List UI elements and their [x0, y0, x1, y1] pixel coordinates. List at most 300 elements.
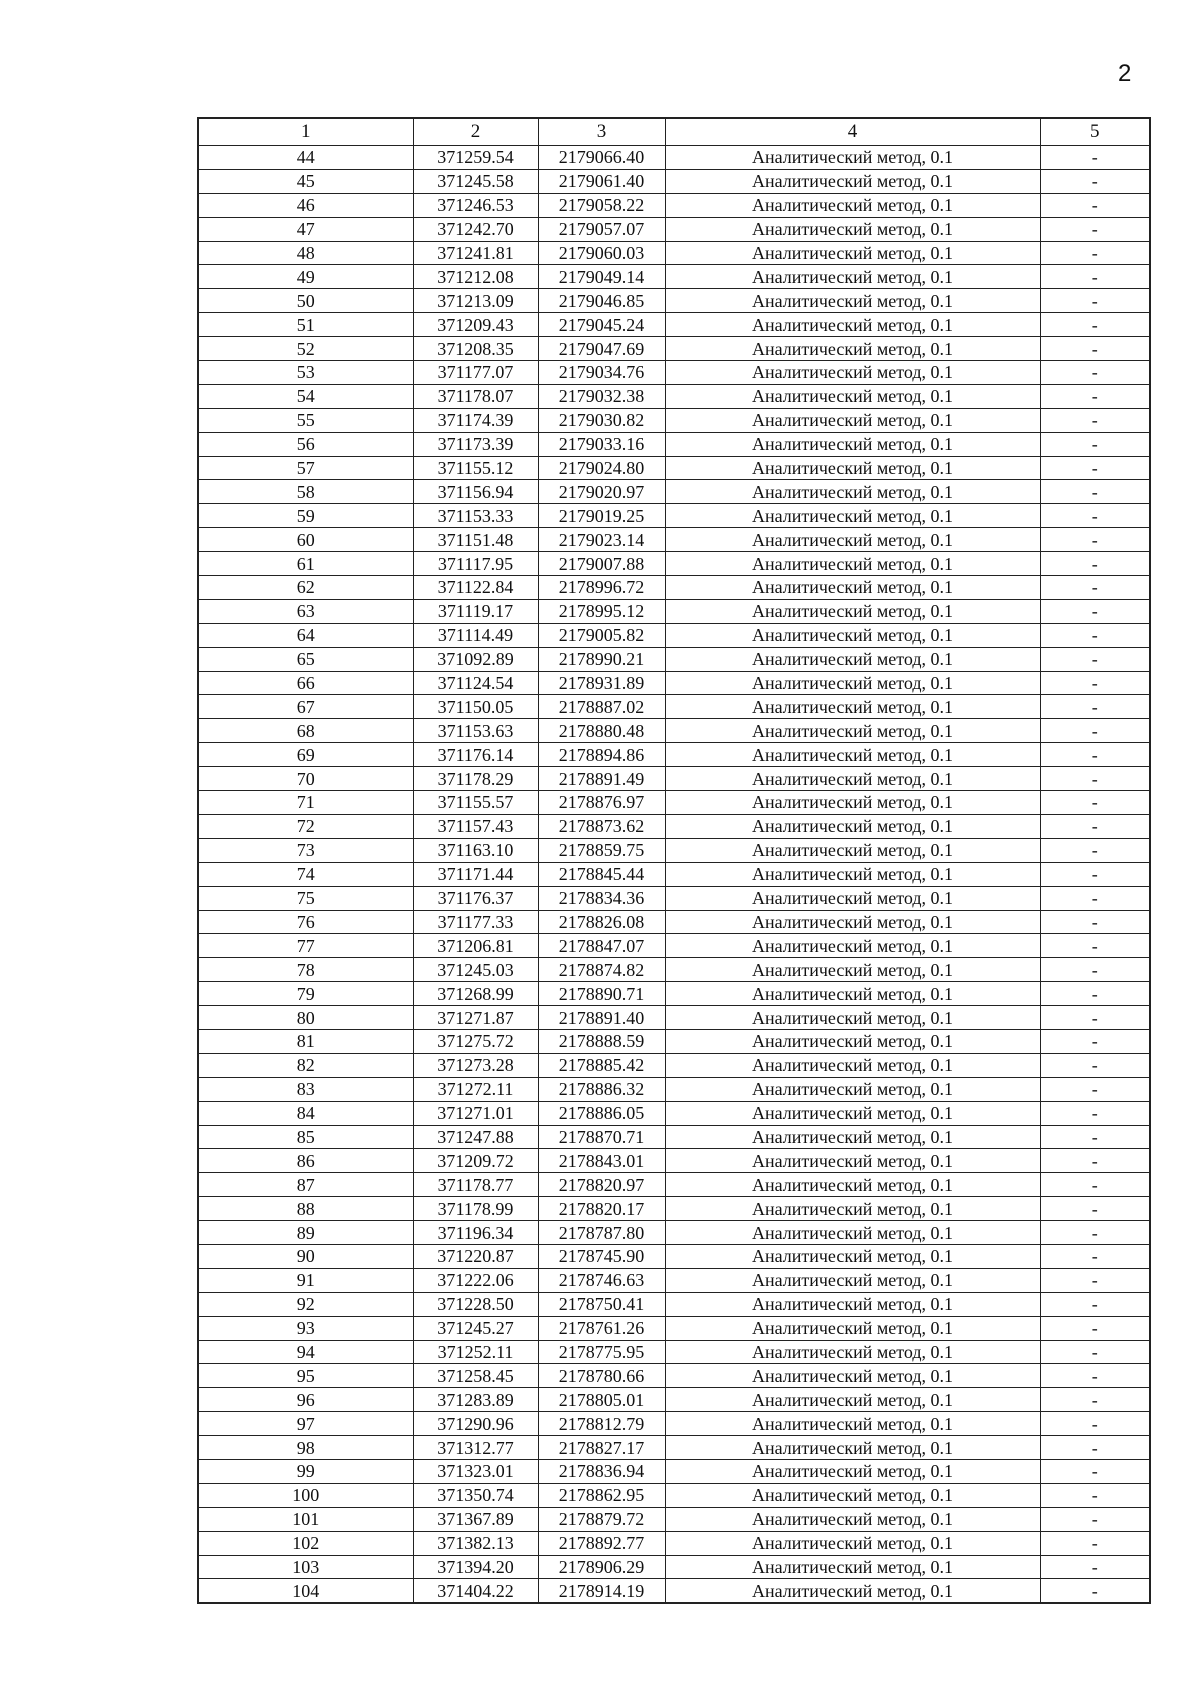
y-coordinate-cell: 2179057.07	[538, 217, 665, 241]
y-coordinate-cell: 2178874.82	[538, 958, 665, 982]
point-number-cell: 81	[198, 1029, 413, 1053]
column-header-1: 1	[198, 118, 413, 146]
table-row	[198, 1412, 1150, 1436]
point-number-cell: 62	[198, 576, 413, 600]
y-coordinate-cell: 2179060.03	[538, 241, 665, 265]
y-coordinate-cell: 2178750.41	[538, 1292, 665, 1316]
y-coordinate-cell: 2178780.66	[538, 1364, 665, 1388]
point-number-cell: 46	[198, 193, 413, 217]
method-accuracy-cell: Аналитический метод, 0.1	[665, 743, 1040, 767]
method-accuracy-cell: Аналитический метод, 0.1	[665, 480, 1040, 504]
point-number-cell: 88	[198, 1197, 413, 1221]
table-row	[198, 265, 1150, 289]
y-coordinate-cell: 2178827.17	[538, 1436, 665, 1460]
y-coordinate-cell: 2178820.97	[538, 1173, 665, 1197]
method-accuracy-cell: Аналитический метод, 0.1	[665, 1006, 1040, 1030]
point-number-cell: 57	[198, 456, 413, 480]
y-coordinate-cell: 2178996.72	[538, 576, 665, 600]
y-coordinate-cell: 2178886.05	[538, 1101, 665, 1125]
method-accuracy-cell: Аналитический метод, 0.1	[665, 169, 1040, 193]
note-cell: -	[1040, 886, 1150, 910]
y-coordinate-cell: 2178826.08	[538, 910, 665, 934]
y-coordinate-cell: 2178843.01	[538, 1149, 665, 1173]
y-coordinate-cell: 2179047.69	[538, 337, 665, 361]
point-number-cell: 83	[198, 1077, 413, 1101]
y-coordinate-cell: 2179046.85	[538, 289, 665, 313]
x-coordinate-cell: 371271.01	[413, 1101, 538, 1125]
method-accuracy-cell: Аналитический метод, 0.1	[665, 862, 1040, 886]
table-row	[198, 1316, 1150, 1340]
table-row	[198, 146, 1150, 170]
y-coordinate-cell: 2179058.22	[538, 193, 665, 217]
y-coordinate-cell: 2178880.48	[538, 719, 665, 743]
x-coordinate-cell: 371209.43	[413, 313, 538, 337]
note-cell: -	[1040, 623, 1150, 647]
table-row	[198, 647, 1150, 671]
table-row	[198, 313, 1150, 337]
x-coordinate-cell: 371153.63	[413, 719, 538, 743]
point-number-cell: 92	[198, 1292, 413, 1316]
x-coordinate-cell: 371273.28	[413, 1053, 538, 1077]
x-coordinate-cell: 371259.54	[413, 146, 538, 170]
table-row	[198, 1197, 1150, 1221]
table-row	[198, 767, 1150, 791]
x-coordinate-cell: 371117.95	[413, 552, 538, 576]
note-cell: -	[1040, 432, 1150, 456]
table-row	[198, 1244, 1150, 1268]
y-coordinate-cell: 2178887.02	[538, 695, 665, 719]
table-body	[198, 118, 1150, 1603]
note-cell: -	[1040, 1029, 1150, 1053]
method-accuracy-cell: Аналитический метод, 0.1	[665, 1388, 1040, 1412]
point-number-cell: 94	[198, 1340, 413, 1364]
y-coordinate-cell: 2179007.88	[538, 552, 665, 576]
table-row	[198, 1507, 1150, 1531]
x-coordinate-cell: 371382.13	[413, 1531, 538, 1555]
x-coordinate-cell: 371272.11	[413, 1077, 538, 1101]
x-coordinate-cell: 371323.01	[413, 1459, 538, 1483]
note-cell: -	[1040, 1053, 1150, 1077]
point-number-cell: 58	[198, 480, 413, 504]
table-row	[198, 623, 1150, 647]
y-coordinate-cell: 2178891.40	[538, 1006, 665, 1030]
note-cell: -	[1040, 695, 1150, 719]
method-accuracy-cell: Аналитический метод, 0.1	[665, 1340, 1040, 1364]
note-cell: -	[1040, 1173, 1150, 1197]
x-coordinate-cell: 371212.08	[413, 265, 538, 289]
point-number-cell: 65	[198, 647, 413, 671]
method-accuracy-cell: Аналитический метод, 0.1	[665, 1316, 1040, 1340]
method-accuracy-cell: Аналитический метод, 0.1	[665, 671, 1040, 695]
note-cell: -	[1040, 1459, 1150, 1483]
point-number-cell: 86	[198, 1149, 413, 1173]
table-row	[198, 1029, 1150, 1053]
x-coordinate-cell: 371222.06	[413, 1268, 538, 1292]
method-accuracy-cell: Аналитический метод, 0.1	[665, 313, 1040, 337]
point-number-cell: 102	[198, 1531, 413, 1555]
method-accuracy-cell: Аналитический метод, 0.1	[665, 456, 1040, 480]
table-row	[198, 934, 1150, 958]
table-row	[198, 1388, 1150, 1412]
point-number-cell: 104	[198, 1579, 413, 1603]
note-cell: -	[1040, 838, 1150, 862]
point-number-cell: 97	[198, 1412, 413, 1436]
point-number-cell: 72	[198, 814, 413, 838]
x-coordinate-cell: 371122.84	[413, 576, 538, 600]
method-accuracy-cell: Аналитический метод, 0.1	[665, 1459, 1040, 1483]
table-row	[198, 384, 1150, 408]
note-cell: -	[1040, 1125, 1150, 1149]
table-row	[198, 1364, 1150, 1388]
note-cell: -	[1040, 169, 1150, 193]
note-cell: -	[1040, 1292, 1150, 1316]
note-cell: -	[1040, 1555, 1150, 1579]
table-row	[198, 504, 1150, 528]
x-coordinate-cell: 371275.72	[413, 1029, 538, 1053]
method-accuracy-cell: Аналитический метод, 0.1	[665, 1531, 1040, 1555]
note-cell: -	[1040, 313, 1150, 337]
method-accuracy-cell: Аналитический метод, 0.1	[665, 193, 1040, 217]
note-cell: -	[1040, 1197, 1150, 1221]
method-accuracy-cell: Аналитический метод, 0.1	[665, 934, 1040, 958]
table-row	[198, 1006, 1150, 1030]
point-number-cell: 75	[198, 886, 413, 910]
note-cell: -	[1040, 982, 1150, 1006]
y-coordinate-cell: 2178886.32	[538, 1077, 665, 1101]
point-number-cell: 63	[198, 599, 413, 623]
x-coordinate-cell: 371155.12	[413, 456, 538, 480]
method-accuracy-cell: Аналитический метод, 0.1	[665, 552, 1040, 576]
method-accuracy-cell: Аналитический метод, 0.1	[665, 958, 1040, 982]
method-accuracy-cell: Аналитический метод, 0.1	[665, 408, 1040, 432]
table-row	[198, 337, 1150, 361]
note-cell: -	[1040, 767, 1150, 791]
point-number-cell: 78	[198, 958, 413, 982]
x-coordinate-cell: 371252.11	[413, 1340, 538, 1364]
y-coordinate-cell: 2178876.97	[538, 791, 665, 815]
method-accuracy-cell: Аналитический метод, 0.1	[665, 838, 1040, 862]
method-accuracy-cell: Аналитический метод, 0.1	[665, 719, 1040, 743]
point-number-cell: 101	[198, 1507, 413, 1531]
method-accuracy-cell: Аналитический метод, 0.1	[665, 814, 1040, 838]
note-cell: -	[1040, 552, 1150, 576]
x-coordinate-cell: 371176.37	[413, 886, 538, 910]
method-accuracy-cell: Аналитический метод, 0.1	[665, 1244, 1040, 1268]
x-coordinate-cell: 371228.50	[413, 1292, 538, 1316]
y-coordinate-cell: 2179049.14	[538, 265, 665, 289]
y-coordinate-cell: 2178990.21	[538, 647, 665, 671]
y-coordinate-cell: 2178845.44	[538, 862, 665, 886]
x-coordinate-cell: 371271.87	[413, 1006, 538, 1030]
x-coordinate-cell: 371242.70	[413, 217, 538, 241]
y-coordinate-cell: 2178746.63	[538, 1268, 665, 1292]
x-coordinate-cell: 371404.22	[413, 1579, 538, 1603]
point-number-cell: 99	[198, 1459, 413, 1483]
point-number-cell: 61	[198, 552, 413, 576]
x-coordinate-cell: 371156.94	[413, 480, 538, 504]
point-number-cell: 68	[198, 719, 413, 743]
table-row	[198, 217, 1150, 241]
y-coordinate-cell: 2178888.59	[538, 1029, 665, 1053]
y-coordinate-cell: 2178891.49	[538, 767, 665, 791]
x-coordinate-cell: 371124.54	[413, 671, 538, 695]
point-number-cell: 51	[198, 313, 413, 337]
point-number-cell: 100	[198, 1483, 413, 1507]
method-accuracy-cell: Аналитический метод, 0.1	[665, 241, 1040, 265]
table-row	[198, 1436, 1150, 1460]
method-accuracy-cell: Аналитический метод, 0.1	[665, 982, 1040, 1006]
table-row	[198, 289, 1150, 313]
point-number-cell: 54	[198, 384, 413, 408]
method-accuracy-cell: Аналитический метод, 0.1	[665, 1507, 1040, 1531]
y-coordinate-cell: 2178873.62	[538, 814, 665, 838]
note-cell: -	[1040, 1436, 1150, 1460]
method-accuracy-cell: Аналитический метод, 0.1	[665, 432, 1040, 456]
y-coordinate-cell: 2179023.14	[538, 528, 665, 552]
method-accuracy-cell: Аналитический метод, 0.1	[665, 576, 1040, 600]
y-coordinate-cell: 2178995.12	[538, 599, 665, 623]
table-row	[198, 169, 1150, 193]
table-row	[198, 241, 1150, 265]
table-row	[198, 1292, 1150, 1316]
y-coordinate-cell: 2178914.19	[538, 1579, 665, 1603]
y-coordinate-cell: 2178847.07	[538, 934, 665, 958]
x-coordinate-cell: 371150.05	[413, 695, 538, 719]
x-coordinate-cell: 371171.44	[413, 862, 538, 886]
point-number-cell: 52	[198, 337, 413, 361]
point-number-cell: 85	[198, 1125, 413, 1149]
x-coordinate-cell: 371173.39	[413, 432, 538, 456]
point-number-cell: 69	[198, 743, 413, 767]
point-number-cell: 98	[198, 1436, 413, 1460]
method-accuracy-cell: Аналитический метод, 0.1	[665, 217, 1040, 241]
note-cell: -	[1040, 743, 1150, 767]
note-cell: -	[1040, 241, 1150, 265]
table-row	[198, 1173, 1150, 1197]
point-number-cell: 73	[198, 838, 413, 862]
note-cell: -	[1040, 146, 1150, 170]
method-accuracy-cell: Аналитический метод, 0.1	[665, 599, 1040, 623]
x-coordinate-cell: 371213.09	[413, 289, 538, 313]
method-accuracy-cell: Аналитический метод, 0.1	[665, 1555, 1040, 1579]
note-cell: -	[1040, 1507, 1150, 1531]
x-coordinate-cell: 371178.99	[413, 1197, 538, 1221]
y-coordinate-cell: 2178787.80	[538, 1221, 665, 1245]
method-accuracy-cell: Аналитический метод, 0.1	[665, 1364, 1040, 1388]
note-cell: -	[1040, 1364, 1150, 1388]
point-number-cell: 96	[198, 1388, 413, 1412]
table-row	[198, 528, 1150, 552]
x-coordinate-cell: 371245.58	[413, 169, 538, 193]
x-coordinate-cell: 371178.77	[413, 1173, 538, 1197]
method-accuracy-cell: Аналитический метод, 0.1	[665, 1412, 1040, 1436]
method-accuracy-cell: Аналитический метод, 0.1	[665, 1436, 1040, 1460]
note-cell: -	[1040, 265, 1150, 289]
method-accuracy-cell: Аналитический метод, 0.1	[665, 695, 1040, 719]
method-accuracy-cell: Аналитический метод, 0.1	[665, 1053, 1040, 1077]
note-cell: -	[1040, 671, 1150, 695]
y-coordinate-cell: 2178890.71	[538, 982, 665, 1006]
note-cell: -	[1040, 719, 1150, 743]
y-coordinate-cell: 2178745.90	[538, 1244, 665, 1268]
note-cell: -	[1040, 1531, 1150, 1555]
point-number-cell: 71	[198, 791, 413, 815]
table-row	[198, 695, 1150, 719]
table-row	[198, 1101, 1150, 1125]
note-cell: -	[1040, 647, 1150, 671]
note-cell: -	[1040, 599, 1150, 623]
note-cell: -	[1040, 1340, 1150, 1364]
y-coordinate-cell: 2178859.75	[538, 838, 665, 862]
table-row	[198, 1053, 1150, 1077]
y-coordinate-cell: 2178885.42	[538, 1053, 665, 1077]
method-accuracy-cell: Аналитический метод, 0.1	[665, 361, 1040, 385]
x-coordinate-cell: 371178.29	[413, 767, 538, 791]
y-coordinate-cell: 2179061.40	[538, 169, 665, 193]
x-coordinate-cell: 371206.81	[413, 934, 538, 958]
table-row	[198, 671, 1150, 695]
point-number-cell: 80	[198, 1006, 413, 1030]
x-coordinate-cell: 371177.07	[413, 361, 538, 385]
point-number-cell: 59	[198, 504, 413, 528]
point-number-cell: 82	[198, 1053, 413, 1077]
note-cell: -	[1040, 1412, 1150, 1436]
note-cell: -	[1040, 1221, 1150, 1245]
y-coordinate-cell: 2178862.95	[538, 1483, 665, 1507]
note-cell: -	[1040, 1244, 1150, 1268]
table-row	[198, 456, 1150, 480]
y-coordinate-cell: 2178894.86	[538, 743, 665, 767]
method-accuracy-cell: Аналитический метод, 0.1	[665, 1483, 1040, 1507]
note-cell: -	[1040, 337, 1150, 361]
note-cell: -	[1040, 814, 1150, 838]
point-number-cell: 77	[198, 934, 413, 958]
method-accuracy-cell: Аналитический метод, 0.1	[665, 146, 1040, 170]
note-cell: -	[1040, 934, 1150, 958]
x-coordinate-cell: 371157.43	[413, 814, 538, 838]
note-cell: -	[1040, 1483, 1150, 1507]
point-number-cell: 56	[198, 432, 413, 456]
table-row	[198, 862, 1150, 886]
column-header-5: 5	[1040, 118, 1150, 146]
table-row	[198, 1531, 1150, 1555]
column-header-4: 4	[665, 118, 1040, 146]
note-cell: -	[1040, 958, 1150, 982]
x-coordinate-cell: 371178.07	[413, 384, 538, 408]
y-coordinate-cell: 2178812.79	[538, 1412, 665, 1436]
x-coordinate-cell: 371367.89	[413, 1507, 538, 1531]
x-coordinate-cell: 371241.81	[413, 241, 538, 265]
table-row	[198, 1340, 1150, 1364]
table-row	[198, 1077, 1150, 1101]
method-accuracy-cell: Аналитический метод, 0.1	[665, 1221, 1040, 1245]
note-cell: -	[1040, 1579, 1150, 1603]
table-row	[198, 982, 1150, 1006]
point-number-cell: 47	[198, 217, 413, 241]
method-accuracy-cell: Аналитический метод, 0.1	[665, 1268, 1040, 1292]
x-coordinate-cell: 371290.96	[413, 1412, 538, 1436]
method-accuracy-cell: Аналитический метод, 0.1	[665, 623, 1040, 647]
note-cell: -	[1040, 289, 1150, 313]
x-coordinate-cell: 371208.35	[413, 337, 538, 361]
point-number-cell: 76	[198, 910, 413, 934]
note-cell: -	[1040, 791, 1150, 815]
x-coordinate-cell: 371092.89	[413, 647, 538, 671]
x-coordinate-cell: 371196.34	[413, 1221, 538, 1245]
table-row	[198, 1483, 1150, 1507]
x-coordinate-cell: 371220.87	[413, 1244, 538, 1268]
y-coordinate-cell: 2178879.72	[538, 1507, 665, 1531]
table-row	[198, 480, 1150, 504]
y-coordinate-cell: 2178820.17	[538, 1197, 665, 1221]
note-cell: -	[1040, 1268, 1150, 1292]
x-coordinate-cell: 371155.57	[413, 791, 538, 815]
point-number-cell: 79	[198, 982, 413, 1006]
point-number-cell: 103	[198, 1555, 413, 1579]
method-accuracy-cell: Аналитический метод, 0.1	[665, 1292, 1040, 1316]
table-row	[198, 599, 1150, 623]
y-coordinate-cell: 2178761.26	[538, 1316, 665, 1340]
x-coordinate-cell: 371350.74	[413, 1483, 538, 1507]
x-coordinate-cell: 371283.89	[413, 1388, 538, 1412]
x-coordinate-cell: 371245.03	[413, 958, 538, 982]
point-number-cell: 50	[198, 289, 413, 313]
y-coordinate-cell: 2179032.38	[538, 384, 665, 408]
note-cell: -	[1040, 456, 1150, 480]
table-row	[198, 910, 1150, 934]
method-accuracy-cell: Аналитический метод, 0.1	[665, 1173, 1040, 1197]
point-number-cell: 70	[198, 767, 413, 791]
y-coordinate-cell: 2178805.01	[538, 1388, 665, 1412]
coordinates-table	[197, 117, 1151, 1604]
x-coordinate-cell: 371258.45	[413, 1364, 538, 1388]
point-number-cell: 91	[198, 1268, 413, 1292]
table-row	[198, 1125, 1150, 1149]
point-number-cell: 55	[198, 408, 413, 432]
y-coordinate-cell: 2178834.36	[538, 886, 665, 910]
table-row	[198, 552, 1150, 576]
point-number-cell: 60	[198, 528, 413, 552]
note-cell: -	[1040, 862, 1150, 886]
point-number-cell: 66	[198, 671, 413, 695]
method-accuracy-cell: Аналитический метод, 0.1	[665, 528, 1040, 552]
x-coordinate-cell: 371177.33	[413, 910, 538, 934]
note-cell: -	[1040, 504, 1150, 528]
point-number-cell: 44	[198, 146, 413, 170]
table-header-row	[198, 118, 1150, 146]
note-cell: -	[1040, 480, 1150, 504]
note-cell: -	[1040, 384, 1150, 408]
x-coordinate-cell: 371246.53	[413, 193, 538, 217]
table-row	[198, 814, 1150, 838]
table-row	[198, 719, 1150, 743]
method-accuracy-cell: Аналитический метод, 0.1	[665, 1579, 1040, 1603]
point-number-cell: 53	[198, 361, 413, 385]
table-row	[198, 1149, 1150, 1173]
y-coordinate-cell: 2179034.76	[538, 361, 665, 385]
method-accuracy-cell: Аналитический метод, 0.1	[665, 1197, 1040, 1221]
point-number-cell: 48	[198, 241, 413, 265]
y-coordinate-cell: 2178892.77	[538, 1531, 665, 1555]
method-accuracy-cell: Аналитический метод, 0.1	[665, 886, 1040, 910]
x-coordinate-cell: 371174.39	[413, 408, 538, 432]
point-number-cell: 90	[198, 1244, 413, 1268]
point-number-cell: 64	[198, 623, 413, 647]
note-cell: -	[1040, 1006, 1150, 1030]
column-header-3: 3	[538, 118, 665, 146]
method-accuracy-cell: Аналитический метод, 0.1	[665, 647, 1040, 671]
x-coordinate-cell: 371151.48	[413, 528, 538, 552]
